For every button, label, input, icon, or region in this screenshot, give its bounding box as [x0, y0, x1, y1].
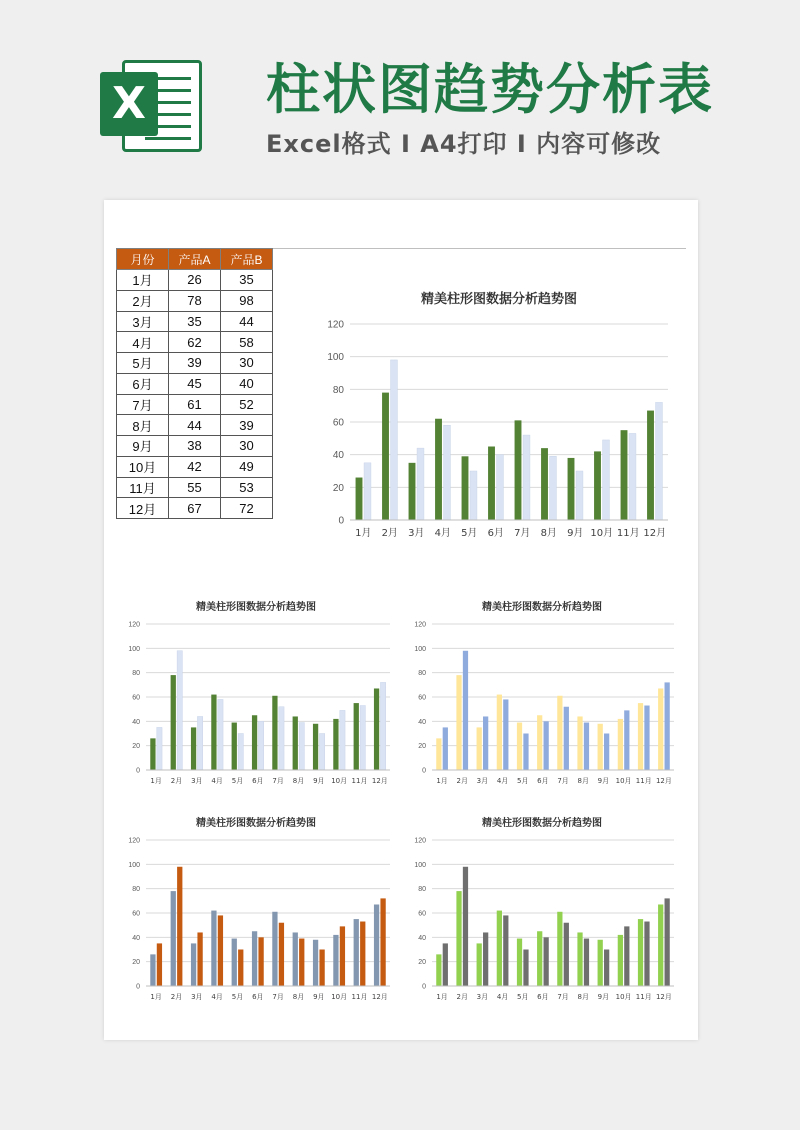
x-tick-label: 12月	[655, 777, 672, 785]
excel-x-badge: X	[100, 72, 158, 136]
bar-series-2	[197, 716, 202, 770]
y-tick-label: 40	[418, 934, 426, 942]
y-tick-label: 120	[128, 621, 140, 629]
y-tick-label: 120	[327, 319, 344, 331]
y-tick-label: 120	[414, 837, 426, 845]
x-tick-label: 10月	[590, 528, 614, 539]
x-tick-label: 9月	[313, 777, 325, 785]
chart-plot	[314, 280, 684, 550]
bar-series-2	[470, 471, 477, 520]
x-tick-label: 11月	[635, 993, 652, 1001]
product-b-cell: 72	[221, 498, 273, 519]
x-tick-label: 8月	[292, 993, 305, 1001]
bar-series-2	[279, 923, 284, 986]
month-cell: 9月	[117, 436, 169, 457]
bar-series-2	[584, 939, 589, 986]
bar-series-2	[218, 915, 223, 986]
bar-series-2	[417, 448, 424, 520]
product-b-cell: 58	[221, 332, 273, 353]
bar-series-1	[436, 954, 441, 986]
bar-series-1	[638, 919, 643, 986]
bar-series-1	[497, 695, 502, 770]
product-a-cell: 44	[169, 415, 221, 436]
x-tick-label: 8月	[540, 528, 557, 539]
bar-series-1	[557, 696, 562, 770]
bar-series-2	[258, 937, 263, 986]
bar-series-1	[171, 891, 176, 986]
bar-series-1	[191, 943, 196, 986]
bar-series-1	[150, 954, 155, 986]
x-tick-label: 10月	[331, 777, 348, 785]
bar-series-1	[232, 939, 237, 986]
product-a-cell: 45	[169, 373, 221, 394]
x-tick-label: 7月	[557, 777, 569, 785]
bar-series-1	[537, 715, 542, 770]
bar-series-1	[517, 723, 522, 770]
bar-series-2	[177, 867, 182, 986]
chart-title: 精美柱形图数据分析趋势图	[196, 602, 316, 613]
bar-series-1	[356, 478, 363, 520]
bar-series-2	[238, 734, 243, 771]
bar-series-2	[463, 651, 468, 770]
bar-series-1	[374, 904, 379, 986]
bar-series-1	[333, 719, 338, 770]
bar-series-1	[436, 738, 441, 770]
y-tick-label: 0	[422, 983, 426, 991]
x-tick-label: 5月	[231, 777, 244, 785]
product-a-cell: 42	[169, 456, 221, 477]
product-b-cell: 35	[221, 270, 273, 291]
bar-series-2	[279, 707, 284, 770]
bar-series-1	[618, 935, 623, 986]
table-row	[117, 311, 273, 332]
month-cell: 11月	[117, 477, 169, 498]
bar-series-2	[218, 699, 223, 770]
bar-series-1	[638, 703, 643, 770]
month-cell: 1月	[117, 270, 169, 291]
y-tick-label: 100	[327, 352, 344, 364]
x-tick-label: 9月	[567, 528, 584, 539]
y-tick-label: 60	[418, 694, 426, 702]
product-b-cell: 40	[221, 373, 273, 394]
month-cell: 10月	[117, 456, 169, 477]
x-tick-label: 1月	[150, 777, 162, 785]
y-tick-label: 0	[422, 767, 426, 775]
bar-series-2	[665, 682, 670, 770]
y-tick-label: 20	[418, 959, 426, 967]
y-tick-label: 80	[418, 670, 426, 678]
x-tick-label: 1月	[436, 993, 448, 1001]
y-tick-label: 20	[418, 743, 426, 751]
main-bar-chart	[314, 280, 684, 550]
x-tick-label: 8月	[577, 993, 589, 1001]
bar-series-1	[577, 932, 582, 986]
y-tick-label: 20	[332, 482, 344, 494]
x-tick-label: 11月	[616, 528, 640, 539]
y-tick-label: 40	[418, 718, 426, 726]
bar-series-2	[656, 402, 663, 520]
product-a-cell: 61	[169, 394, 221, 415]
y-tick-label: 60	[132, 694, 140, 702]
month-cell: 8月	[117, 415, 169, 436]
chart-title: 精美柱形图数据分析趋势图	[420, 292, 577, 307]
bar-series-1	[598, 940, 603, 986]
y-tick-label: 40	[132, 934, 140, 942]
bar-series-1	[618, 719, 623, 770]
bar-series-2	[503, 699, 508, 770]
bar-series-1	[541, 448, 548, 520]
bar-series-1	[211, 695, 216, 770]
product-b-cell: 44	[221, 311, 273, 332]
bar-series-1	[354, 919, 359, 986]
x-tick-label: 6月	[252, 993, 264, 1001]
x-tick-label: 11月	[351, 993, 368, 1001]
bar-series-1	[462, 456, 469, 520]
bar-series-2	[550, 456, 557, 520]
x-tick-label: 4月	[496, 993, 509, 1001]
month-cell: 3月	[117, 311, 169, 332]
bar-series-1	[594, 451, 601, 520]
product-b-cell: 49	[221, 456, 273, 477]
bar-series-1	[456, 675, 461, 770]
x-tick-label: 1月	[436, 777, 448, 785]
bar-series-1	[232, 723, 237, 770]
bar-series-2	[644, 706, 649, 770]
y-tick-label: 20	[132, 959, 140, 967]
x-tick-label: 3月	[476, 993, 489, 1001]
x-tick-label: 4月	[434, 528, 451, 539]
x-tick-label: 12月	[371, 777, 388, 785]
bar-series-2	[364, 463, 371, 520]
table-row	[117, 394, 273, 415]
bar-series-2	[665, 898, 670, 986]
y-tick-label: 80	[132, 670, 140, 678]
y-tick-label: 120	[414, 621, 426, 629]
product-b-cell: 30	[221, 353, 273, 374]
x-tick-label: 6月	[537, 777, 549, 785]
x-tick-label: 3月	[191, 777, 203, 785]
product-a-cell: 39	[169, 353, 221, 374]
bar-series-2	[463, 867, 468, 986]
bar-series-1	[333, 935, 338, 986]
month-cell: 2月	[117, 290, 169, 311]
bar-series-2	[523, 734, 528, 771]
x-tick-label: 12月	[655, 993, 672, 1001]
bar-series-2	[258, 721, 263, 770]
y-tick-label: 120	[128, 837, 140, 845]
chart-plot	[402, 808, 682, 1008]
x-tick-label: 5月	[461, 528, 478, 539]
bar-chart-green-gray	[402, 808, 682, 1008]
y-tick-label: 40	[332, 450, 344, 462]
bar-series-1	[658, 688, 663, 770]
bar-series-1	[621, 430, 628, 520]
bar-series-2	[360, 706, 365, 770]
product-a-cell: 35	[169, 311, 221, 332]
x-tick-label: 2月	[170, 993, 183, 1001]
bar-series-2	[584, 723, 589, 770]
chart-title: 精美柱形图数据分析趋势图	[196, 818, 316, 829]
y-tick-label: 80	[132, 886, 140, 894]
x-tick-label: 1月	[150, 993, 162, 1001]
bar-series-1	[577, 716, 582, 770]
bar-series-2	[443, 943, 448, 986]
x-tick-label: 9月	[313, 993, 325, 1001]
chart-title: 精美柱形图数据分析趋势图	[482, 818, 602, 829]
bar-series-2	[544, 937, 549, 986]
x-tick-label: 11月	[351, 777, 368, 785]
table-row	[117, 498, 273, 519]
product-a-cell: 67	[169, 498, 221, 519]
x-tick-label: 10月	[615, 993, 632, 1001]
product-a-cell: 62	[169, 332, 221, 353]
bar-series-1	[382, 393, 389, 520]
x-tick-label: 3月	[191, 993, 203, 1001]
bar-series-1	[568, 458, 575, 520]
x-tick-label: 7月	[557, 993, 569, 1001]
table-row	[117, 353, 273, 374]
y-tick-label: 80	[418, 886, 426, 894]
chart-plot	[116, 808, 396, 1008]
bar-series-2	[157, 943, 162, 986]
bar-series-1	[252, 715, 257, 770]
table-row	[117, 456, 273, 477]
x-tick-label: 9月	[597, 777, 610, 785]
y-tick-label: 40	[132, 718, 140, 726]
table-row	[117, 415, 273, 436]
x-tick-label: 6月	[537, 993, 549, 1001]
bar-series-2	[197, 932, 202, 986]
product-a-cell: 38	[169, 436, 221, 457]
product-b-cell: 98	[221, 290, 273, 311]
bar-series-2	[576, 471, 583, 520]
excel-logo-icon	[100, 60, 203, 152]
bar-series-1	[211, 911, 216, 986]
bar-series-1	[313, 724, 318, 770]
product-b-cell: 52	[221, 394, 273, 415]
page-title: 柱状图趋势分析表	[266, 58, 714, 121]
bar-series-2	[157, 727, 162, 770]
x-tick-label: 6月	[487, 528, 504, 539]
bar-series-1	[557, 912, 562, 986]
bar-series-2	[391, 360, 398, 520]
bar-series-2	[319, 734, 324, 771]
col-header-month: 月份	[117, 249, 169, 270]
x-tick-label: 7月	[272, 993, 284, 1001]
bar-series-1	[537, 931, 542, 986]
product-a-cell: 26	[169, 270, 221, 291]
bar-series-2	[443, 727, 448, 770]
col-header-product-b: 产品B	[221, 249, 273, 270]
y-tick-label: 100	[414, 645, 426, 653]
product-a-cell: 78	[169, 290, 221, 311]
y-tick-label: 100	[414, 861, 426, 869]
bar-series-2	[380, 682, 385, 770]
bar-series-1	[435, 419, 442, 520]
y-tick-label: 60	[332, 417, 344, 429]
x-tick-label: 10月	[615, 777, 632, 785]
x-tick-label: 4月	[211, 777, 223, 785]
bar-series-2	[544, 721, 549, 770]
x-tick-label: 3月	[408, 528, 425, 539]
bar-series-2	[483, 932, 488, 986]
x-tick-label: 5月	[517, 993, 529, 1001]
x-tick-label: 3月	[476, 777, 489, 785]
bar-series-1	[293, 716, 298, 770]
bar-series-1	[477, 727, 482, 770]
table-row	[117, 270, 273, 291]
y-tick-label: 80	[332, 384, 344, 396]
bar-chart-blue-orange	[116, 808, 396, 1008]
bar-series-1	[409, 463, 416, 520]
x-tick-label: 9月	[597, 993, 610, 1001]
bar-series-2	[629, 433, 636, 520]
month-cell: 7月	[117, 394, 169, 415]
bar-series-2	[483, 716, 488, 770]
x-tick-label: 2月	[381, 528, 398, 539]
y-tick-label: 0	[136, 983, 140, 991]
bar-series-2	[319, 950, 324, 987]
bar-series-2	[299, 723, 304, 770]
bar-series-1	[272, 912, 277, 986]
header	[0, 0, 800, 195]
x-tick-label: 8月	[577, 777, 589, 785]
x-tick-label: 7月	[514, 528, 531, 539]
x-tick-label: 4月	[496, 777, 509, 785]
bar-series-2	[177, 651, 182, 770]
x-tick-label: 1月	[355, 528, 372, 539]
x-tick-label: 12月	[371, 993, 388, 1001]
bar-series-2	[564, 707, 569, 770]
chart-title: 精美柱形图数据分析趋势图	[482, 602, 602, 613]
x-tick-label: 6月	[252, 777, 264, 785]
product-a-cell: 55	[169, 477, 221, 498]
bar-series-1	[598, 724, 603, 770]
y-tick-label: 100	[128, 645, 140, 653]
bar-series-1	[293, 932, 298, 986]
product-b-cell: 39	[221, 415, 273, 436]
month-cell: 6月	[117, 373, 169, 394]
product-b-cell: 30	[221, 436, 273, 457]
bar-series-1	[515, 420, 522, 520]
bar-series-1	[374, 688, 379, 770]
bar-series-2	[340, 710, 345, 770]
product-b-cell: 53	[221, 477, 273, 498]
bar-series-1	[252, 931, 257, 986]
bar-series-2	[604, 734, 609, 771]
table-row	[117, 290, 273, 311]
bar-series-2	[299, 939, 304, 986]
y-tick-label: 100	[128, 861, 140, 869]
bar-chart-yellow-blue	[402, 592, 682, 792]
x-tick-label: 12月	[643, 528, 667, 539]
bar-series-1	[150, 738, 155, 770]
x-tick-label: 11月	[635, 777, 652, 785]
bar-series-2	[624, 710, 629, 770]
bar-series-2	[604, 950, 609, 987]
bar-series-2	[523, 435, 530, 520]
month-cell: 4月	[117, 332, 169, 353]
bar-series-1	[488, 447, 495, 521]
x-tick-label: 8月	[292, 777, 305, 785]
x-tick-label: 2月	[456, 777, 468, 785]
bar-series-2	[444, 425, 451, 520]
table-row	[117, 373, 273, 394]
data-table	[116, 248, 273, 519]
bar-series-2	[238, 950, 243, 987]
bar-series-1	[456, 891, 461, 986]
x-tick-label: 5月	[517, 777, 529, 785]
bar-series-2	[624, 926, 629, 986]
bar-series-2	[644, 922, 649, 986]
table-row	[117, 436, 273, 457]
bar-series-1	[658, 904, 663, 986]
x-tick-label: 4月	[211, 993, 223, 1001]
document-page	[104, 200, 698, 1040]
page-subtitle: Excel格式 I A4打印 I 内容可修改	[266, 130, 662, 158]
y-tick-label: 60	[132, 910, 140, 918]
bar-series-1	[647, 411, 654, 520]
x-tick-label: 10月	[331, 993, 348, 1001]
bar-series-2	[523, 950, 528, 987]
bar-series-1	[354, 703, 359, 770]
bar-series-1	[313, 940, 318, 986]
x-tick-label: 2月	[170, 777, 183, 785]
table-row	[117, 477, 273, 498]
bar-series-1	[477, 943, 482, 986]
table-row	[117, 332, 273, 353]
x-tick-label: 7月	[272, 777, 284, 785]
table-header-row	[117, 249, 273, 270]
bar-chart-green-blue	[116, 592, 396, 792]
y-tick-label: 60	[418, 910, 426, 918]
y-tick-label: 20	[132, 743, 140, 751]
x-tick-label: 2月	[456, 993, 468, 1001]
bar-series-1	[171, 675, 176, 770]
y-tick-label: 0	[136, 767, 140, 775]
bar-series-2	[564, 923, 569, 986]
bar-series-1	[191, 727, 196, 770]
bar-series-2	[360, 922, 365, 986]
bar-series-1	[497, 911, 502, 986]
bar-series-2	[380, 898, 385, 986]
chart-plot	[402, 592, 682, 792]
bar-series-1	[272, 696, 277, 770]
col-header-product-a: 产品A	[169, 249, 221, 270]
month-cell: 12月	[117, 498, 169, 519]
x-tick-label: 5月	[231, 993, 244, 1001]
bar-series-2	[603, 440, 610, 520]
chart-plot	[116, 592, 396, 792]
y-tick-label: 0	[338, 515, 344, 527]
bar-series-1	[517, 939, 522, 986]
bar-series-2	[340, 926, 345, 986]
month-cell: 5月	[117, 353, 169, 374]
bar-series-2	[497, 455, 504, 520]
bar-series-2	[503, 915, 508, 986]
